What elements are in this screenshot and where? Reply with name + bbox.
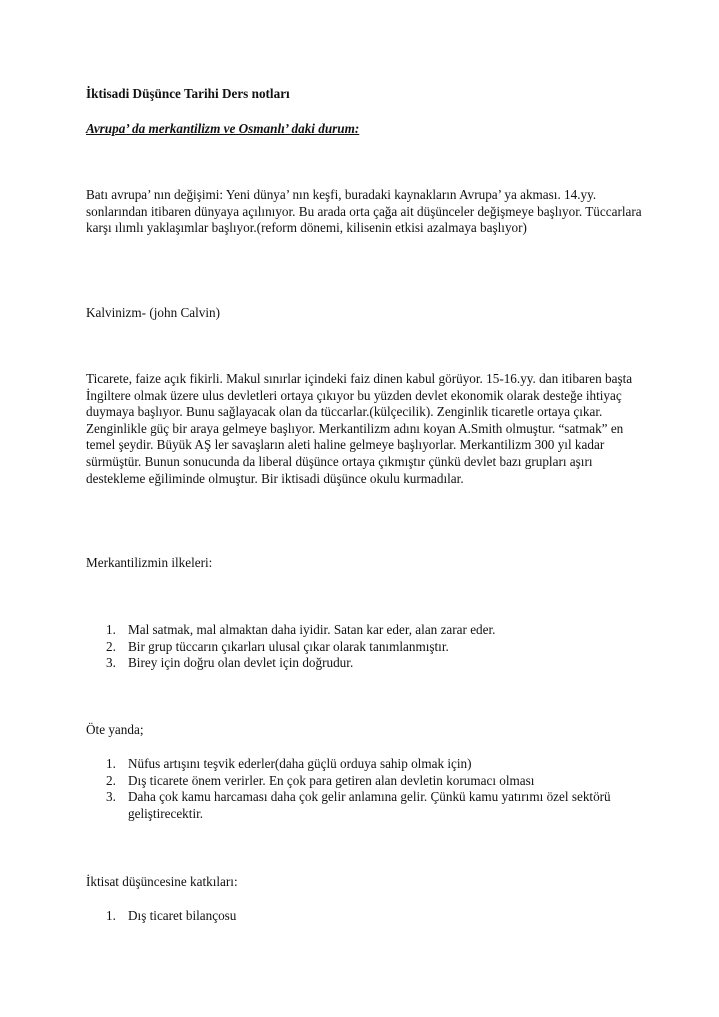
list-item-number: 1.	[106, 908, 116, 923]
list-item-text: Daha çok kamu harcaması daha çok gelir anlamına gelir. Çünkü kamu yatırımı özel sektörü geliştirecektir.	[128, 789, 611, 821]
heading-on-the-other-hand: Öte yanda;	[86, 722, 144, 737]
document-subtitle: Avrupa’ da merkantilizm ve Osmanlı’ daki durum:	[86, 121, 360, 136]
list-item	[86, 789, 646, 822]
principles-list	[86, 622, 646, 672]
list-item-text: Dış ticarete önem verirler. En çok para getiren alan devletin korumacı olması	[128, 772, 535, 788]
list-item	[86, 773, 646, 790]
list-item-number: 3.	[106, 789, 116, 805]
list-item-text: Dış ticaret bilançosu	[128, 908, 237, 923]
heading-mercantilism-principles: Merkantilizmin ilkeleri:	[86, 555, 213, 570]
list-item	[86, 908, 646, 925]
list-item-number: 1.	[106, 756, 116, 771]
document-title: İktisadi Düşünce Tarihi Ders notları	[86, 86, 290, 101]
paragraph-western-europe: Batı avrupa’ nın değişimi: Yeni dünya’ nın keşfi, buradaki kaynakların Avrupa’ ya akması. 14.yy. sonlarından itibaren dünyaya açılınıyor. Bu arada orta çağa ait düşünceler değişmeye başlıyor. Tüccarlara karşı ılımlı yaklaşımlar başlıyor.(reform dönemi, kilisenin etkisi azalmaya başlıyor)	[86, 187, 642, 236]
paragraph-trade-interest: Ticarete, faize açık fikirli. Makul sınırlar içindeki faiz dinen kabul görüyor. 15-16.yy. dan itibaren başta İngiltere olmak üzere ulus devletleri ortaya çıkıyor bu yüzden devlet ekonomik olarak desteğe ihtiyaç duymaya başlıyor. Bunu sağlayacak olan da tüccarlar.(külçecilik). Zenginlik ticaretle ortaya çıkar. Zenginlikle güç bir araya gelmeye başlıyor. Merkantilizm adını koyan A.Smith olmuştur. “satmak” en temel şeydir. Büyük AŞ ler savaşların aleti haline gelmeye başlıyorlar. Merkantilizm 300 yıl kadar sürmüştür. Bunun sonucunda da liberal düşünce ortaya çıkmıştır çünkü devlet bazı grupları aşırı destekleme eğiliminde olmuştur. Bir iktisadi düşünce okulu kurmadılar.	[86, 371, 633, 486]
list-item-text: Bir grup tüccarın çıkarları ulusal çıkar olarak tanımlanmıştır.	[128, 638, 449, 654]
list-item	[86, 756, 646, 773]
list-item-text: Nüfus artışını teşvik ederler(daha güçlü orduya sahip olmak için)	[128, 756, 472, 771]
list-item-text: Birey için doğru olan devlet için doğrudur.	[128, 655, 354, 671]
list-item-number: 1.	[106, 622, 116, 637]
list-item	[86, 655, 646, 672]
contributions-list	[86, 908, 646, 925]
heading-contributions: İktisat düşüncesine katkıları:	[86, 874, 238, 889]
heading-calvinism: Kalvinizm- (john Calvin)	[86, 305, 221, 320]
list-item-text: Mal satmak, mal almaktan daha iyidir. Satan kar eder, alan zarar eder.	[128, 622, 496, 637]
other-points-list	[86, 756, 646, 822]
list-item-number: 2.	[106, 638, 116, 654]
list-item-number: 3.	[106, 655, 116, 671]
list-item-number: 2.	[106, 772, 116, 788]
list-item	[86, 622, 646, 639]
list-item	[86, 639, 646, 656]
